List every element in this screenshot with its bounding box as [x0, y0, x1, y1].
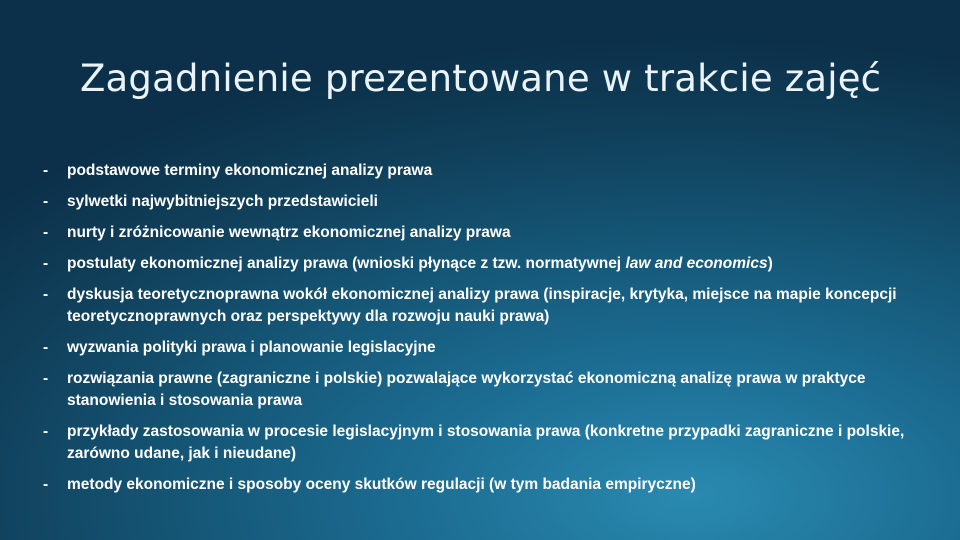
- bullet-dash: -: [43, 255, 49, 272]
- topic-list: [43, 160, 928, 505]
- bullet-dash: -: [43, 339, 49, 356]
- list-item-text: sylwetki najwybitniejszych przedstawicieli: [67, 193, 378, 210]
- list-item-text: przykłady zastosowania w procesie legislacyjnym i stosowania prawa (konkretne przypadki zagraniczne i polskie, zarówno udane, jak i nieudane): [67, 423, 905, 462]
- list-item: [43, 160, 928, 182]
- bullet-dash: -: [43, 423, 49, 440]
- list-item-text: nurty i zróżnicowanie wewnątrz ekonomicznej analizy prawa: [67, 224, 511, 241]
- bullet-dash: -: [43, 224, 49, 241]
- bullet-dash: -: [43, 370, 49, 387]
- bullet-dash: -: [43, 286, 49, 303]
- list-item: [43, 337, 928, 359]
- bullet-dash: -: [43, 193, 49, 210]
- list-item-text: wyzwania polityki prawa i planowanie legislacyjne: [67, 339, 436, 356]
- list-item-text: podstawowe terminy ekonomicznej analizy prawa: [67, 162, 433, 179]
- list-item: [43, 191, 928, 213]
- list-item-text-part: ): [767, 255, 773, 272]
- bullet-dash: -: [43, 162, 49, 179]
- bullet-dash: -: [43, 476, 49, 493]
- slide-title: Zagadnienie prezentowane w trakcie zajęć: [80, 57, 882, 100]
- italic-emphasis: law and economics: [625, 255, 768, 272]
- list-item-text: rozwiązania prawne (zagraniczne i polskie) pozwalające wykorzystać ekonomiczną analizę prawa w praktyce stanowienia i stosowania prawa: [67, 370, 866, 409]
- list-item: [43, 368, 928, 412]
- list-item-text: [67, 253, 928, 275]
- list-item-text: metody ekonomiczne i sposoby oceny skutków regulacji (w tym badania empiryczne): [67, 476, 696, 493]
- list-item: [43, 222, 928, 244]
- list-item-text-part: postulaty ekonomicznej analizy prawa (wnioski płynące z tzw. normatywnej: [67, 255, 626, 272]
- list-item: [43, 421, 928, 465]
- list-item: [43, 253, 928, 275]
- list-item-text: dyskusja teoretycznoprawna wokół ekonomicznej analizy prawa (inspiracje, krytyka, miejsce na mapie koncepcji teoretycznoprawnych oraz perspektywy dla rozwoju nauki prawa): [67, 286, 897, 325]
- list-item: [43, 474, 928, 496]
- list-item: [43, 284, 928, 328]
